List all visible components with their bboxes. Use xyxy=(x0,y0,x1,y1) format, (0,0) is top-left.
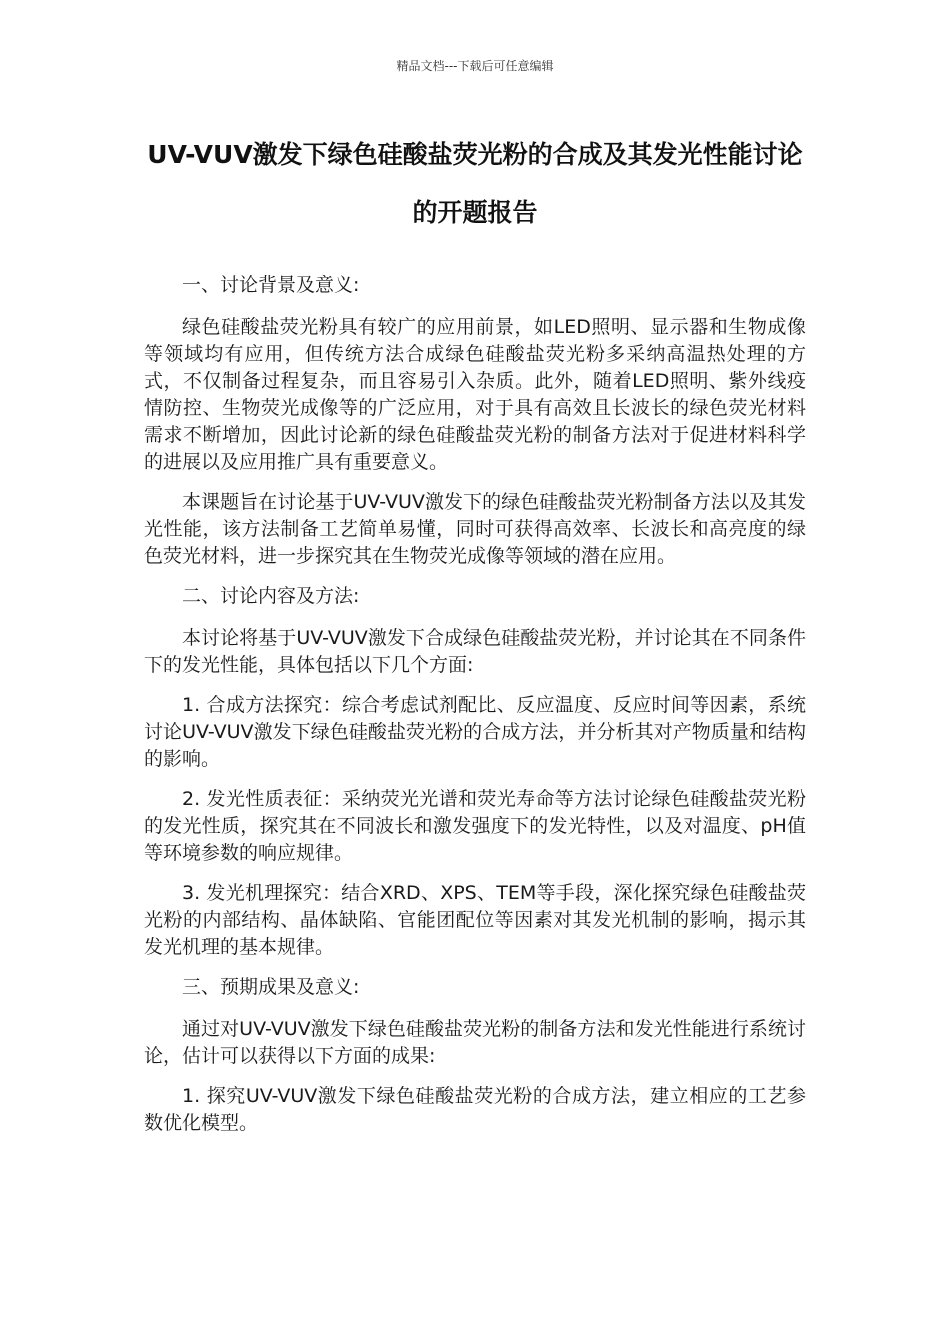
list-item-synthesis: 1. 合成方法探究：综合考虑试剂配比、反应温度、反应时间等因素，系统讨论UV-VUV激发下绿色硅酸盐荧光粉的合成方法，并分析其对产物质量和结构的影响。 xyxy=(144,694,806,770)
document-title: UV-VUV激发下绿色硅酸盐荧光粉的合成及其发光性能讨论的开题报告 xyxy=(147,140,803,227)
paragraph-background: 绿色硅酸盐荧光粉具有较广的应用前景，如LED照明、显示器和生物成像等领域均有应用，但传统方法合成绿色硅酸盐荧光粉多采纳高温热处理的方式，不仅制备过程复杂，而且容易引入杂质。此外，随着LED照明、紫外线疫情防控、生物荧光成像等的广泛应用，对于具有高效且长波长的绿色荧光材料需求不断增加，因此讨论新的绿色硅酸盐荧光粉的制备方法对于促进材料科学的进展以及应用推广具有重要意义。 xyxy=(144,316,806,473)
list-item-characterization: 2. 发光性质表征：采纳荧光光谱和荧光寿命等方法讨论绿色硅酸盐荧光粉的发光性质，探究其在不同波长和激发强度下的发光特性，以及对温度、pH值等环境参数的响应规律。 xyxy=(144,788,806,864)
section-heading-background: 一、讨论背景及意义: xyxy=(182,274,360,296)
paragraph-results-intro: 通过对UV-VUV激发下绿色硅酸盐荧光粉的制备方法和发光性能进行系统讨论，估计可以获得以下方面的成果: xyxy=(144,1018,806,1067)
list-item-result-1: 1. 探究UV-VUV激发下绿色硅酸盐荧光粉的合成方法，建立相应的工艺参数优化模型。 xyxy=(144,1085,806,1134)
document-body xyxy=(144,272,806,1150)
header-note: 精品文档---下载后可任意编辑 xyxy=(396,59,554,73)
section-heading-results: 三、预期成果及意义: xyxy=(182,976,360,998)
paragraph-content-intro: 本讨论将基于UV-VUV激发下合成绿色硅酸盐荧光粉，并讨论其在不同条件下的发光性能，具体包括以下几个方面: xyxy=(144,627,806,676)
section-heading-content: 二、讨论内容及方法: xyxy=(182,585,360,607)
paragraph-topic: 本课题旨在讨论基于UV-VUV激发下的绿色硅酸盐荧光粉制备方法以及其发光性能，该方法制备工艺简单易懂，同时可获得高效率、长波长和高亮度的绿色荧光材料，进一步探究其在生物荧光成像等领域的潜在应用。 xyxy=(144,491,806,567)
list-item-mechanism: 3. 发光机理探究：结合XRD、XPS、TEM等手段，深化探究绿色硅酸盐荧光粉的内部结构、晶体缺陷、官能团配位等因素对其发光机制的影响，揭示其发光机理的基本规律。 xyxy=(144,882,806,958)
